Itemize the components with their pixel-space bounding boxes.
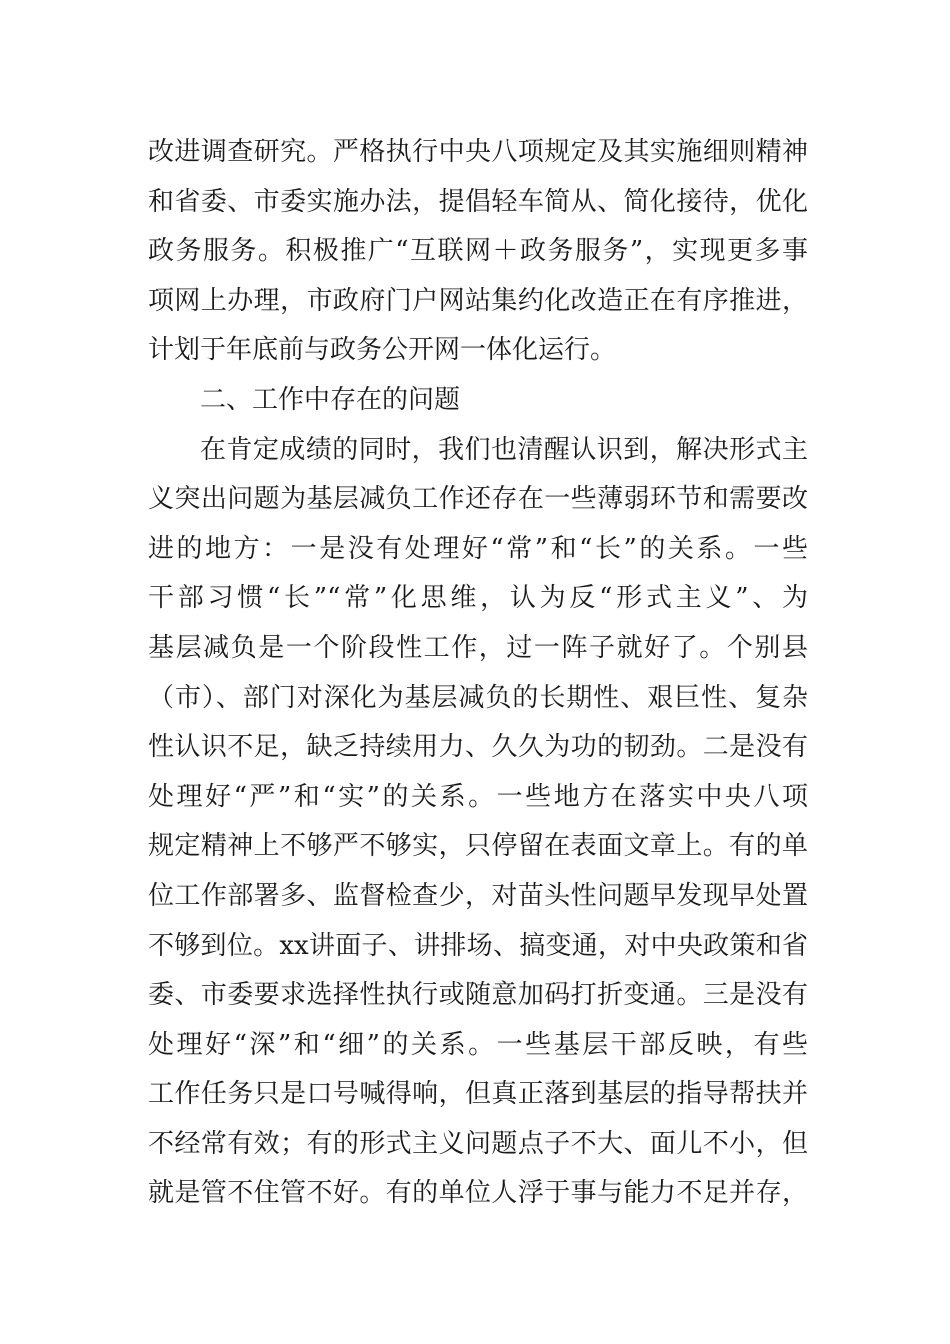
paragraph-line-9: 进的地方：一是没有处理好“常”和“长”的关系。一些	[148, 533, 808, 564]
paragraph-line-10: 干部习惯“长”“常”化思维，认为反“形式主义”、为	[148, 583, 808, 614]
paragraph-line-8: 义突出问题为基层减负工作还存在一些薄弱环节和需要改	[148, 484, 808, 515]
paragraph-line-17: 不够到位。xx讲面子、讲排场、搞变通，对中央政策和省	[148, 930, 808, 961]
paragraph-line-1: 改进调查研究。严格执行中央八项规定及其实施细则精神	[148, 137, 808, 167]
paragraph-line-14: 处理好“严”和“实”的关系。一些地方在落实中央八项	[148, 781, 808, 812]
section-heading: 二、工作中存在的问题	[200, 384, 461, 415]
paragraph-line-21: 不经常有效；有的形式主义问题点子不大、面儿不小，但	[148, 1128, 808, 1159]
paragraph-line-11: 基层减负是一个阶段性工作，过一阵子就好了。个别县	[148, 632, 808, 663]
paragraph-line-13: 性认识不足，缺乏持续用力、久久为功的韧劲。二是没有	[148, 732, 808, 763]
paragraph-line-7: 在肯定成绩的同时，我们也清醒认识到，解决形式主	[200, 434, 808, 465]
paragraph-line-12: （市）、部门对深化为基层减负的长期性、艰巨性、复杂	[148, 682, 808, 713]
paragraph-line-3: 政务服务。积极推广“互联网＋政务服务”，实现更多事	[148, 236, 808, 267]
paragraph-line-5: 计划于年底前与政务公开网一体化运行。	[148, 335, 617, 366]
paragraph-line-20: 工作任务只是口号喊得响，但真正落到基层的指导帮扶并	[148, 1079, 808, 1110]
paragraph-line-22: 就是管不住管不好。有的单位人浮于事与能力不足并存，	[148, 1178, 808, 1209]
body-text	[148, 128, 808, 1219]
paragraph-line-16: 位工作部署多、监督检查少，对苗头性问题早发现早处置	[148, 880, 808, 911]
paragraph-line-18: 委、市委要求选择性执行或随意加码打折变通。三是没有	[148, 980, 808, 1011]
paragraph-line-19: 处理好“深”和“细”的关系。一些基层干部反映，有些	[148, 1029, 808, 1060]
paragraph-line-2: 和省委、市委实施办法，提倡轻车简从、简化接待，优化	[148, 186, 808, 217]
paragraph-line-4: 项网上办理，市政府门户网站集约化改造正在有序推进，	[148, 285, 808, 316]
paragraph-line-15: 规定精神上不够严不够实，只停留在表面文章上。有的单	[148, 831, 808, 862]
